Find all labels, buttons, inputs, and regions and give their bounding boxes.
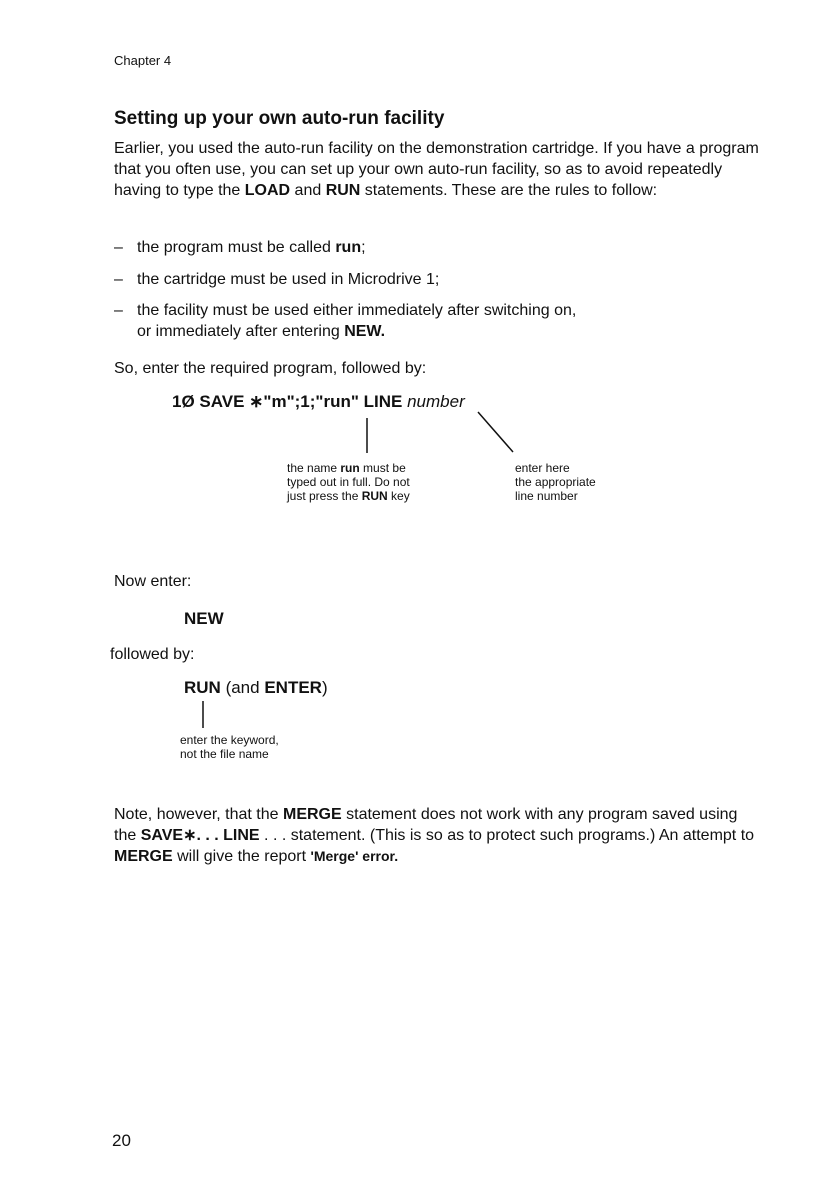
- enter-keyword: ENTER: [264, 678, 322, 697]
- rule-item: [114, 269, 439, 290]
- note-text: line number: [515, 489, 578, 503]
- note-text: enter the keyword,: [180, 733, 279, 747]
- note-text: just press the: [287, 489, 362, 503]
- note-run-bold: run: [340, 461, 360, 475]
- keyword-merge: MERGE: [283, 806, 342, 823]
- final-text: . . . statement. (This is so as to protect such programs.) An attempt to: [259, 827, 755, 844]
- code-line: [172, 392, 465, 412]
- number-pointer-line: [478, 412, 513, 452]
- rule-dash: –: [114, 239, 123, 256]
- code-main: 1Ø SAVE ∗"m";1;"run" LINE: [172, 392, 408, 411]
- run-name-annotation: [287, 461, 410, 503]
- final-text: Note, however, that the: [114, 806, 283, 823]
- rule-text: [137, 300, 576, 342]
- followed-by-text: followed by:: [110, 646, 195, 663]
- intro-text-1: Earlier, you used the auto-run facility on the demonstration cartridge. If you have a program that you often use, you can set up your own auto-run facility, so as to avoid repeatedly having to type the: [114, 140, 759, 199]
- rule-text-post: ;: [361, 239, 366, 256]
- now-enter-text: Now enter:: [114, 573, 192, 590]
- note-text: the appropriate: [515, 475, 596, 489]
- final-text: will give the report: [172, 848, 311, 865]
- rule-item: [114, 237, 366, 258]
- rule-run-name: run: [335, 239, 362, 256]
- run-keyword: RUN: [184, 678, 221, 697]
- so-enter-text: So, enter the required program, followed by:: [114, 360, 427, 377]
- intro-and: and: [290, 182, 326, 199]
- paren-open: (and: [220, 678, 265, 697]
- keyword-annotation: [180, 733, 279, 761]
- keyword-load: LOAD: [244, 182, 291, 199]
- rule-line-2-pre: or immediately after entering: [137, 323, 345, 340]
- note-text: the name: [287, 461, 341, 475]
- rule-new-keyword: NEW.: [344, 323, 386, 340]
- chapter-header: Chapter 4: [114, 53, 172, 68]
- rule-text-pre: the program must be called: [137, 239, 336, 256]
- rule-text: the cartridge must be used in Microdrive 1;: [137, 271, 440, 288]
- note-paragraph: [114, 804, 764, 867]
- note-text: not the file name: [180, 747, 269, 761]
- note-text: must be: [359, 461, 406, 475]
- section-title: Setting up your own auto-run facility: [114, 108, 445, 129]
- intro-paragraph: [114, 138, 764, 201]
- keyword-line: LINE: [223, 827, 260, 844]
- rule-dash: –: [114, 271, 123, 288]
- note-text: typed out in full. Do not: [287, 475, 410, 489]
- rule-dash: –: [114, 302, 123, 319]
- note-text: enter here: [515, 461, 570, 475]
- paren-close: ): [321, 678, 328, 697]
- keyword-run: RUN: [325, 182, 361, 199]
- line-number-annotation: [515, 461, 596, 503]
- run-command: [184, 678, 328, 698]
- final-text: statement does not work with any program saved using the: [114, 806, 738, 844]
- code-number-placeholder: number: [407, 392, 465, 411]
- new-command: NEW: [184, 609, 224, 628]
- rule-text: [137, 237, 366, 258]
- note-text: key: [387, 489, 410, 503]
- rule-line-1: the facility must be used either immediately after switching on,: [137, 302, 577, 319]
- rule-item: [114, 300, 576, 342]
- error-report: 'Merge' error.: [310, 848, 399, 864]
- note-run-key: RUN: [361, 489, 388, 503]
- keyword-merge: MERGE: [114, 848, 173, 865]
- keyword-save: SAVE∗. . .: [140, 827, 219, 844]
- page-number: 20: [112, 1131, 131, 1150]
- intro-text-2: statements. These are the rules to follow:: [360, 182, 658, 199]
